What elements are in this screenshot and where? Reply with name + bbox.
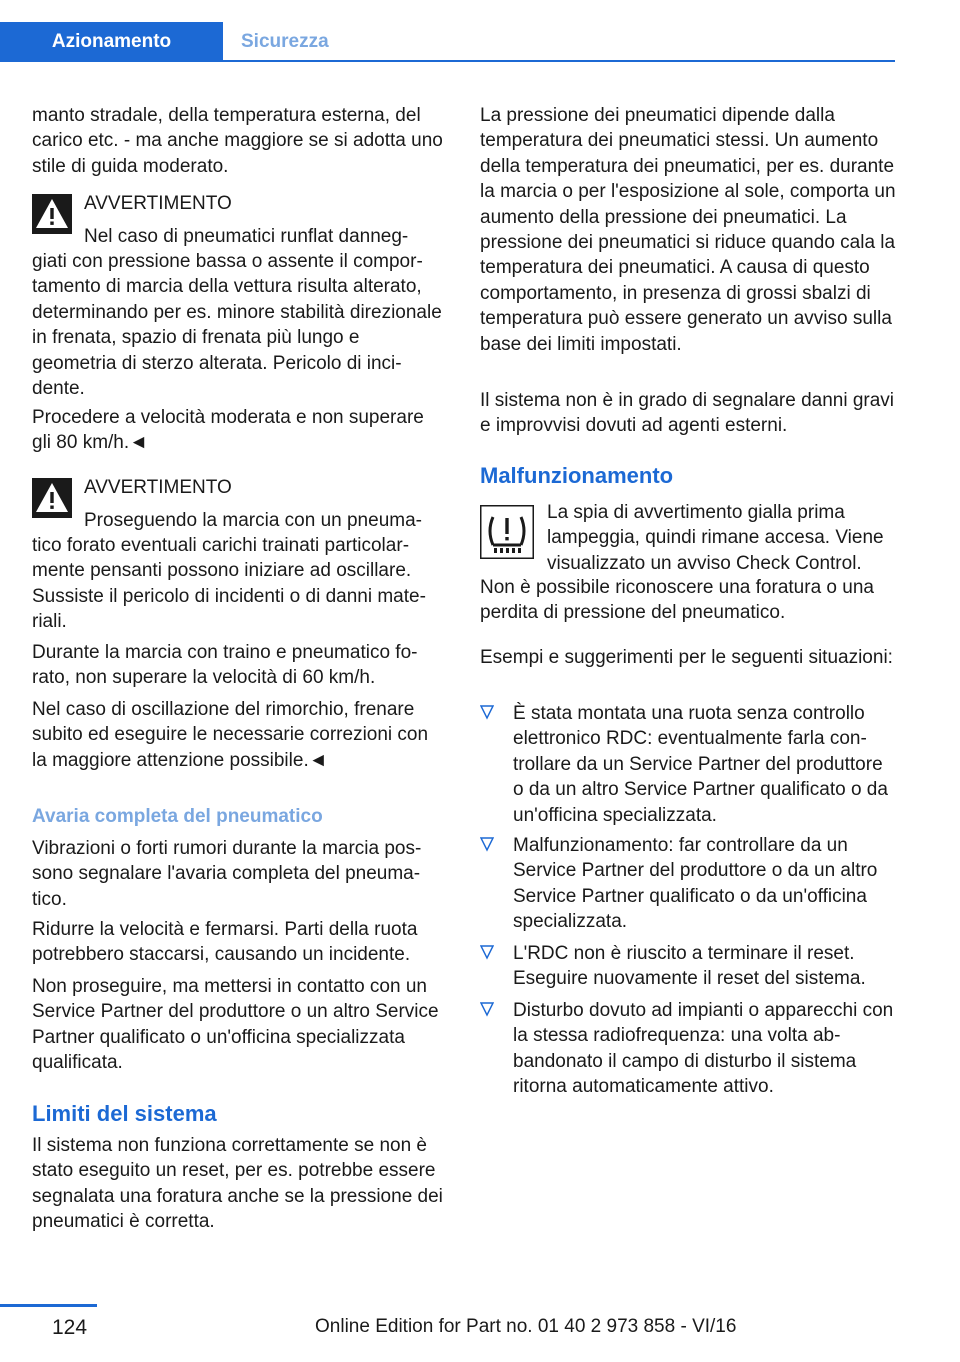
paragraph: Durante la marcia con traino e pneumatico forato, non superare la velocità di 60 km/h.	[32, 642, 418, 689]
list-item-text: L'RDC non è riuscito a terminare il reset. Eseguire nuovamente il reset del sistema.	[513, 943, 866, 990]
paragraph: manto stradale, della temperatura esterna, del carico etc. - ma anche maggiore se si adotta uno stile di guida moderato.	[32, 105, 443, 177]
paragraph: Esempi e suggerimenti per le seguenti situazioni:	[480, 647, 893, 668]
paragraph: Ridurre la velocità e fermarsi. Parti della ruota potrebbero staccarsi, causando un incidente.	[32, 919, 418, 966]
list-item-text: È stata montata una ruota senza controllo elettronico RDC: eventualmente farla controllare da un Service Partner del produttore o da un altro Service Partner qualificato o da un'officina specializzata.	[513, 703, 888, 826]
edition-line: Online Edition for Part no. 01 40 2 973 858 - VI/16	[315, 1316, 737, 1337]
paragraph: Il sistema non funziona correttamente se non è stato eseguito un reset, per es. potrebbe essere segnalata una foratura anche se la pressione dei pneumatici è corretta.	[32, 1135, 443, 1233]
spia-description: La spia di avvertimento gialla prima lampeggia, quindi rimane accesa. Viene visualizzato un avviso Check Control.	[547, 502, 884, 574]
footer-rule	[0, 1304, 97, 1307]
tab-sicurezza[interactable]: Sicurezza	[241, 31, 329, 52]
warning-title: AVVERTIMENTO	[84, 193, 232, 214]
triangle-bullet-icon	[480, 835, 494, 853]
paragraph: Il sistema non è in grado di segnalare danni gravi e improvvisi dovuti ad agenti esterni.	[480, 390, 895, 437]
warning-triangle-icon	[32, 194, 72, 234]
triangle-bullet-icon	[480, 943, 494, 961]
paragraph: La pressione dei pneumatici dipende dalla temperatura dei pneumatici stessi. Un aumento della temperatura dei pneumatici, per es. durante la marcia o per l'esposizione al sole, comporta un aumento della pressione dei pneumatici. La pressione dei pneumatici si riduce quando cala la temperatura dei pneumatici. A causa di questo comportamento, in presenza di grossi sbalzi di temperatura può essere generato un avviso sulla base dei limiti impostati.	[480, 105, 896, 355]
warning-instruction: Procedere a velocità moderata e non superare gli 80 km/h.◄	[32, 407, 424, 454]
paragraph: Nel caso di oscillazione del rimorchio, frenare subito ed eseguire le necessarie correzioni con la maggiore attenzione possibile.◄	[32, 699, 429, 771]
triangle-bullet-icon	[480, 703, 494, 721]
warning-body: tico forato eventuali carichi trainati particolarmente pensanti possono iniziare ad oscillare. Sussiste il pericolo di incidenti o di danni materiali.	[32, 535, 426, 633]
tire-pressure-warning-icon	[480, 505, 534, 559]
subheading-avaria: Avaria completa del pneumatico	[32, 806, 323, 827]
tab-divider	[223, 60, 895, 62]
triangle-bullet-icon	[480, 1000, 494, 1018]
header-tabs	[0, 22, 895, 62]
list-item-text: Disturbo dovuto ad impianti o apparecchi con la stessa radiofrequenza: una volta abbandonato il campo di disturbo il sistema ritorna automaticamente attivo.	[513, 1000, 894, 1098]
warning-body: giati con pressione bassa o assente il comportamento di marcia della vettura risulta alterato, determinando per es. minore stabilità direzionale in frenata, spazio di frenata più lungo e geometria di sterzo alterata. Pericolo di incidente.	[32, 251, 442, 400]
warning-first-line: Proseguendo la marcia con un pneuma-	[84, 510, 422, 531]
warning-title: AVVERTIMENTO	[84, 477, 232, 498]
list-item-text: Malfunzionamento: far controllare da un Service Partner del produttore o da un altro Service Partner qualificato o da un'officina specializzata.	[513, 835, 878, 933]
page-number: 124	[52, 1316, 88, 1339]
warning-first-line: Nel caso di pneumatici runflat danneg-	[84, 226, 409, 247]
warning-triangle-icon	[32, 478, 72, 518]
section-heading-malfunzionamento: Malfunzionamento	[480, 463, 674, 488]
paragraph: Non è possibile riconoscere una foratura o una perdita di pressione del pneumatico.	[480, 577, 874, 624]
tab-azionamento[interactable]: Azionamento	[0, 22, 223, 62]
paragraph: Vibrazioni o forti rumori durante la marcia possono segnalare l'avaria completa del pneumatico.	[32, 838, 422, 910]
section-heading-limiti: Limiti del sistema	[32, 1101, 217, 1126]
paragraph: Non proseguire, ma mettersi in contatto con un Service Partner del produttore o un altro Service Partner qualificato o un'officina specializzata qualificata.	[32, 976, 439, 1074]
